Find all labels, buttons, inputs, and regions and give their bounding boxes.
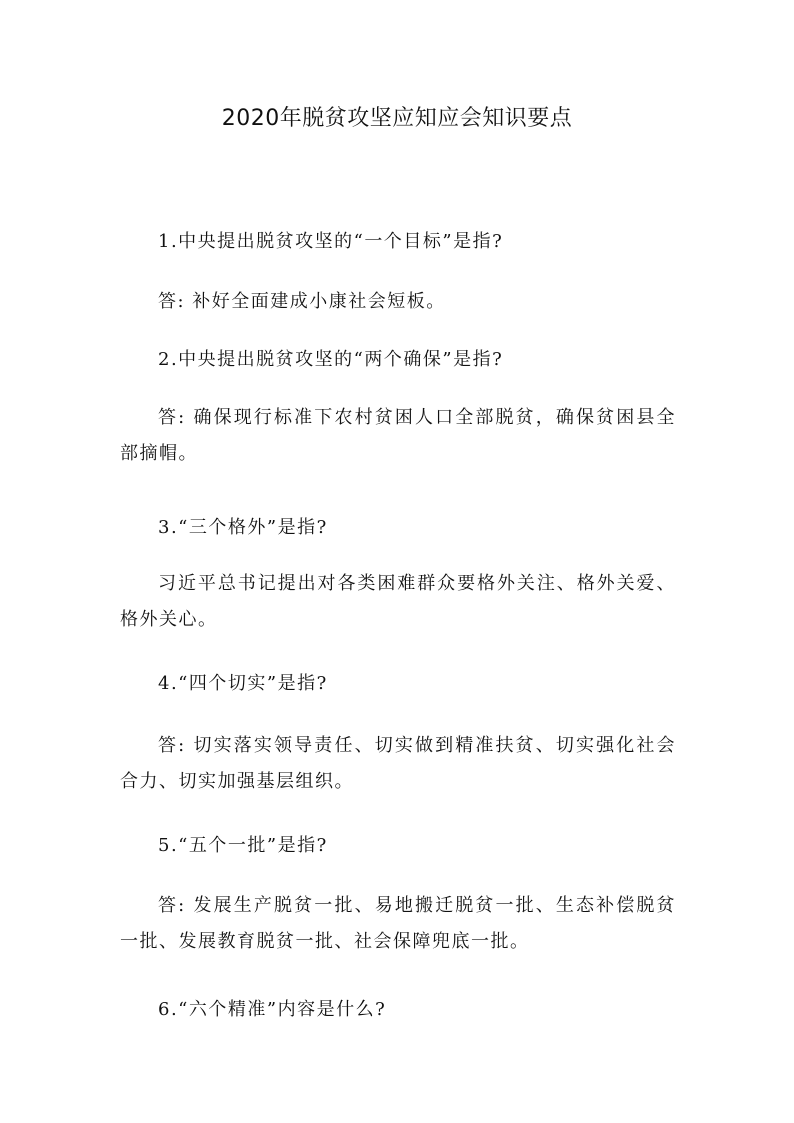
answer-2: 答: 确保现行标准下农村贫困人口全部脱贫，确保贫困县全部摘帽。 [120,407,676,464]
answer-5: 答: 发展生产脱贫一批、易地搬迁脱贫一批、生态补偿脱贫一批、发展教育脱贫一批、社会保障兜底一批。 [120,895,676,952]
answer-3: 习近平总书记提出对各类困难群众要格外关注、格外关爱、格外关心。 [120,573,676,630]
question-4: 4.“四个切实”是指? [158,673,328,694]
question-6: 6.“六个精准”内容是什么? [158,999,387,1020]
document-title: 2020年脱贫攻坚应知应会知识要点 [221,106,573,131]
question-1: 1.中央提出脱贫攻坚的“一个目标”是指? [158,231,504,252]
answer-4: 答: 切实落实领导责任、切实做到精准扶贫、切实强化社会合力、切实加强基层组织。 [120,735,676,792]
answer-1: 答: 补好全面建成小康社会短板。 [158,291,446,312]
question-5: 5.“五个一批”是指? [158,835,328,856]
question-3: 3.“三个格外”是指? [158,517,328,538]
question-2: 2.中央提出脱贫攻坚的“两个确保”是指? [158,349,504,370]
